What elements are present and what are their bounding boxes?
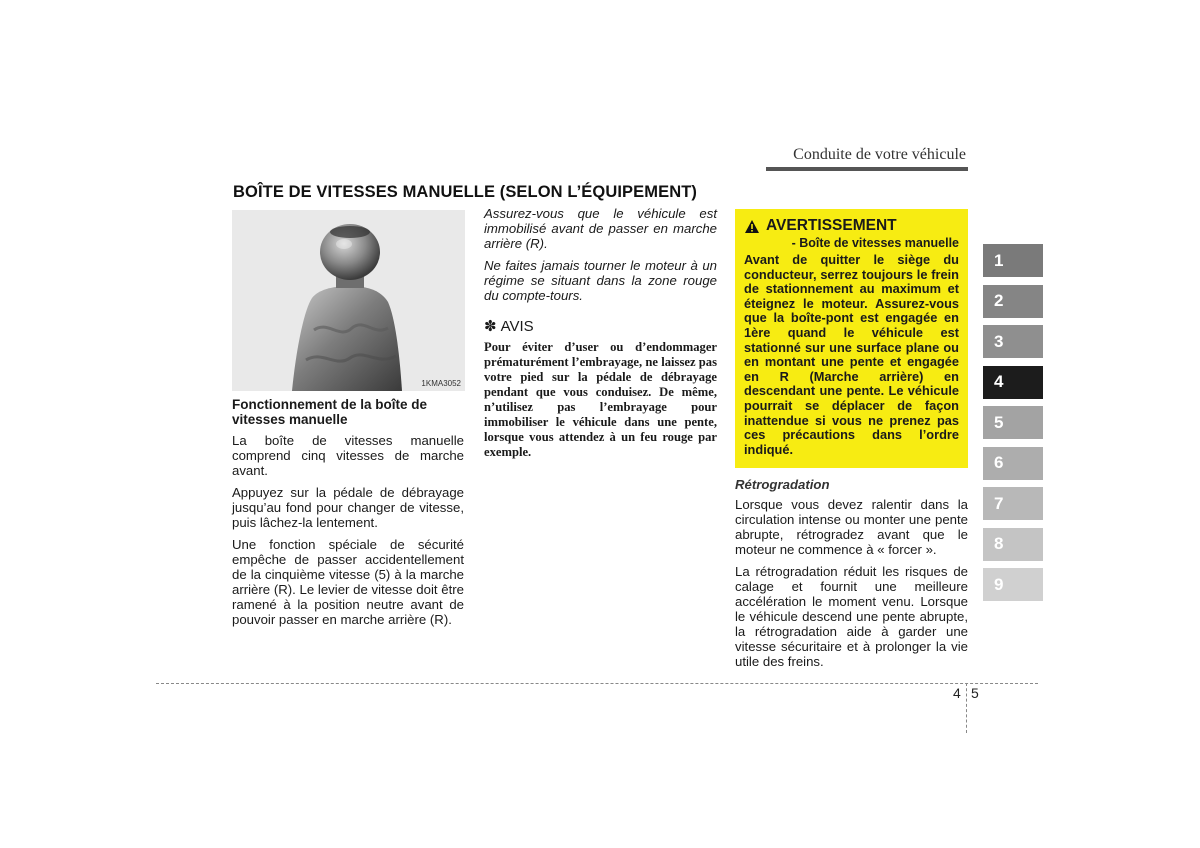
warning-text: Avant de quitter le siège du conducteur, serrez toujours le frein de stationnement au maximum et éteignez le moteur. Assurez-vous que la boîte-pont est engagée en 1ère quand le véhicule est stationné sur une surface plane ou en montant une pente et engagée en R (Marche arrière) en descendant une pente. Le véhicule pourrait se déplacer de façon inattendue si vous ne prenez pas ces précautions dans l’ordre indiqué. xyxy=(744,252,959,457)
page-number: 5 xyxy=(971,685,979,701)
figure-caption: 1KMA3052 xyxy=(421,379,461,388)
asterisk-icon: ✽ xyxy=(484,318,497,335)
footer-divider xyxy=(966,683,967,733)
footer-rule xyxy=(156,683,1038,684)
chapter-tab-4[interactable]: 4 xyxy=(983,366,1043,399)
section-title: BOÎTE DE VITESSES MANUELLE (SELON L’ÉQUIPEMENT) xyxy=(233,183,697,201)
chapter-tab-9[interactable]: 9 xyxy=(983,568,1043,601)
gear-shift-illustration xyxy=(232,210,465,391)
caution-paragraph-1: Assurez-vous que le véhicule est immobilisé avant de passer en marche arrière (R). xyxy=(484,206,717,251)
chapter-tabs xyxy=(983,244,1043,609)
downshifting-paragraph-1: Lorsque vous devez ralentir dans la circulation intense ou monter une pente abrupte, rétrogradez avant que le moteur ne commence à « forcer ». xyxy=(735,497,968,557)
avis-title: AVIS xyxy=(500,317,534,335)
header-rule xyxy=(766,167,968,171)
operation-paragraph-2: Appuyez sur la pédale de débrayage jusqu’au fond pour changer de vitesse, puis lâchez-la lentement. xyxy=(232,485,464,530)
chapter-tab-3[interactable]: 3 xyxy=(983,325,1043,358)
chapter-tab-2[interactable]: 2 xyxy=(983,285,1043,318)
chapter-tab-5[interactable]: 5 xyxy=(983,406,1043,439)
operation-subhead: Fonctionnement de la boîte de vitesses manuelle xyxy=(232,397,428,427)
warning-title: AVERTISSEMENT xyxy=(766,217,897,234)
downshifting-subhead: Rétrogradation xyxy=(735,477,830,492)
warning-triangle-icon xyxy=(744,219,760,234)
chapter-tab-8[interactable]: 8 xyxy=(983,528,1043,561)
warning-heading xyxy=(744,217,959,235)
warning-box xyxy=(735,209,968,468)
chapter-tab-7[interactable]: 7 xyxy=(983,487,1043,520)
column-downshifting xyxy=(735,477,968,676)
caution-paragraph-2: Ne faites jamais tourner le moteur à un régime se situant dans la zone rouge du compte-tours. xyxy=(484,258,717,303)
avis-heading xyxy=(484,317,717,335)
chapter-tab-1[interactable]: 1 xyxy=(983,244,1043,277)
gear-shift-knob-image xyxy=(232,210,465,391)
avis-text: Pour éviter d’user ou d’endommager prématurément l’embrayage, ne laissez pas votre pied sur la pédale de débrayage pendant que vous conduisez. De même, n’utilisez pas l’embrayage pour immobiliser le véhicule dans une pente, lorsque vous attendez à un feu rouge par exemple. xyxy=(484,340,717,459)
column-operation xyxy=(232,397,464,634)
warning-subtitle: - Boîte de vitesses manuelle xyxy=(791,236,959,250)
operation-paragraph-1: La boîte de vitesses manuelle comprend cinq vitesses de marche avant. xyxy=(232,433,464,478)
column-cautions xyxy=(484,206,717,460)
page-chapter-number: 4 xyxy=(953,685,961,701)
chapter-tab-6[interactable]: 6 xyxy=(983,447,1043,480)
running-header: Conduite de votre véhicule xyxy=(793,146,966,163)
operation-paragraph-3: Une fonction spéciale de sécurité empêche de passer accidentellement de la cinquième vitesse (5) à la marche arrière (R). Le levier de vitesse doit être ramené à la position neutre avant de pouvoir passer en marche arrière (R). xyxy=(232,537,464,627)
downshifting-paragraph-2: La rétrogradation réduit les risques de calage et fournit une meilleure accélération le moment venu. Lorsque le véhicule descend une pente abrupte, la rétrogradation aide à garder une vitesse sécuritaire et à prolonger la vie utile des freins. xyxy=(735,564,968,669)
